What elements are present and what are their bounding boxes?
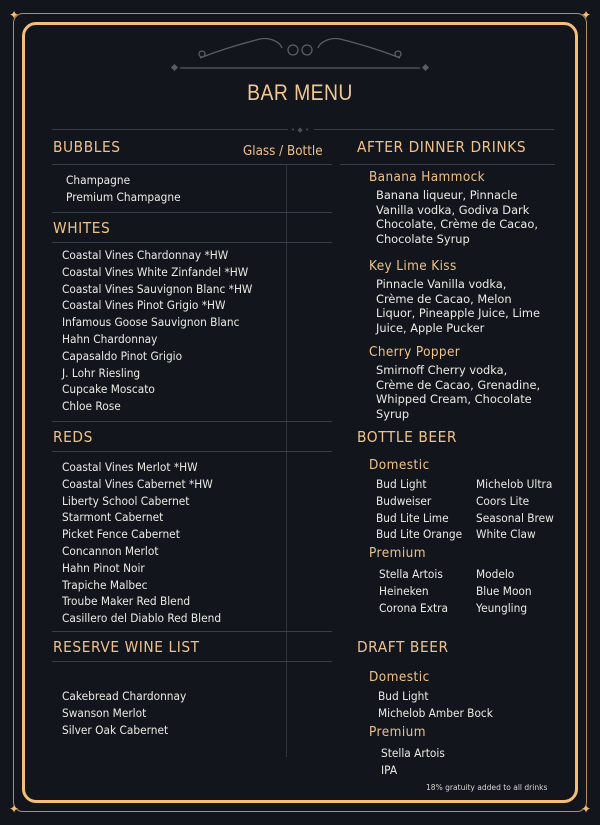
corner-star-icon: ✦: [581, 802, 592, 816]
list-item: Concannon Merlot: [62, 543, 159, 558]
list-item: Bud Lite Orange: [376, 527, 463, 542]
scroll-ornament-icon: [170, 36, 430, 76]
drink-description: Smirnoff Cherry vodka, Crème de Cacao, Grenadine, Whipped Cream, Chocolate Syrup: [376, 363, 541, 421]
drink-name: Key Lime Kiss: [369, 259, 457, 274]
list-item: Cupcake Moscato: [62, 382, 155, 397]
price-column-header: Glass / Bottle: [243, 144, 323, 159]
section-divider: [52, 242, 332, 243]
section-divider: [52, 661, 332, 662]
list-item: Coastal Vines Merlot *HW: [62, 460, 198, 474]
list-item: Budweiser: [376, 493, 432, 508]
subheading-premium: Premium: [369, 725, 427, 740]
list-item: Modelo: [476, 567, 515, 581]
list-item: Coastal Vines White Zinfandel *HW: [62, 264, 249, 279]
list-item: Starmont Cabernet: [62, 510, 164, 525]
menu-title: BAR MENU: [247, 80, 353, 105]
header-divider: [52, 129, 288, 130]
bubbles-list: [66, 172, 189, 206]
list-item: Hahn Chardonnay: [62, 331, 158, 346]
list-item: Trapiche Malbec: [62, 577, 148, 592]
subheading-domestic: Domestic: [369, 458, 430, 473]
drink-name: Banana Hammock: [369, 170, 486, 185]
list-item: Stella Artois: [379, 567, 443, 581]
list-item: Cakebread Chardonnay: [62, 689, 187, 703]
list-item: Chloe Rose: [62, 399, 121, 414]
whites-list: [62, 247, 267, 415]
list-item: Troube Maker Red Blend: [62, 594, 191, 609]
section-divider: [52, 421, 332, 422]
list-item: Michelob Amber Bock: [378, 705, 493, 720]
list-item: Michelob Ultra: [476, 477, 553, 491]
bottle-domestic-col1: [376, 476, 469, 543]
section-divider: [52, 631, 332, 632]
list-item: Infamous Goose Sauvignon Blanc: [62, 315, 240, 330]
section-heading-draft-beer: DRAFT BEER: [357, 638, 449, 656]
bottle-premium-col1: [379, 566, 453, 616]
section-heading-reserve: RESERVE WINE LIST: [53, 638, 200, 656]
price-column-divider: [286, 165, 287, 757]
list-item: Casillero del Diablo Red Blend: [62, 611, 222, 626]
bottle-domestic-col2: [476, 476, 560, 543]
corner-star-icon: ✦: [581, 8, 592, 22]
list-item: Liberty School Cabernet: [62, 493, 190, 508]
list-item: Stella Artois: [381, 746, 445, 760]
diamond-icon: • ◆ •: [291, 126, 310, 134]
list-item: Coastal Vines Chardonnay *HW: [62, 248, 229, 262]
corner-star-icon: ✦: [9, 802, 20, 816]
section-heading-reds: REDS: [53, 428, 93, 446]
list-item: Champagne: [66, 173, 131, 187]
subheading-premium: Premium: [369, 546, 427, 561]
list-item: Heineken: [379, 583, 429, 598]
list-item: Picket Fence Cabernet: [62, 527, 180, 542]
drink-name: Cherry Popper: [369, 345, 461, 360]
list-item: Coastal Vines Cabernet *HW: [62, 476, 213, 491]
draft-premium-list: [381, 745, 450, 779]
section-divider: [52, 164, 332, 165]
section-heading-bottle-beer: BOTTLE BEER: [357, 428, 458, 446]
draft-domestic-list: [378, 688, 502, 722]
section-heading-whites: WHITES: [53, 219, 111, 237]
drink-description: Banana liqueur, Pinnacle Vanilla vodka, Godiva Dark Chocolate, Crème de Cacao, Chocolate Syrup: [376, 188, 538, 246]
list-item: Bud Light: [378, 689, 429, 703]
header-divider: [314, 129, 554, 130]
list-item: Premium Champagne: [66, 189, 181, 204]
list-item: Coastal Vines Sauvignon Blanc *HW: [62, 281, 253, 296]
corner-star-icon: ✦: [9, 8, 20, 22]
bottle-premium-col2: [476, 566, 536, 616]
list-item: Capasaldo Pinot Grigio: [62, 348, 183, 363]
reds-list: [62, 459, 233, 627]
list-item: Coors Lite: [476, 493, 530, 508]
list-item: White Claw: [476, 527, 536, 542]
list-item: Yeungling: [476, 600, 528, 615]
section-divider: [52, 212, 332, 213]
list-item: Silver Oak Cabernet: [62, 722, 169, 737]
subheading-domestic: Domestic: [369, 670, 430, 685]
list-item: Hahn Pinot Noir: [62, 560, 145, 575]
reserve-list: [62, 688, 196, 738]
list-item: Bud Lite Lime: [376, 510, 449, 525]
gratuity-note: 18% gratuity added to all drinks: [426, 782, 548, 792]
section-heading-bubbles: BUBBLES: [53, 138, 121, 156]
list-item: Seasonal Brew: [476, 510, 554, 525]
section-divider: [52, 451, 332, 452]
list-item: Coastal Vines Pinot Grigio *HW: [62, 298, 226, 313]
section-heading-after-dinner: AFTER DINNER DRINKS: [357, 138, 527, 156]
list-item: IPA: [381, 762, 398, 777]
section-divider: [340, 164, 555, 165]
list-item: Corona Extra: [379, 600, 449, 615]
list-item: Blue Moon: [476, 583, 532, 598]
list-item: Bud Light: [376, 477, 427, 491]
list-item: Swanson Merlot: [62, 705, 147, 720]
list-item: J. Lohr Riesling: [62, 365, 141, 380]
drink-description: Pinnacle Vanilla vodka, Crème de Cacao, Melon Liquor, Pineapple Juice, Lime Juice, Apple Pucker: [376, 277, 540, 335]
